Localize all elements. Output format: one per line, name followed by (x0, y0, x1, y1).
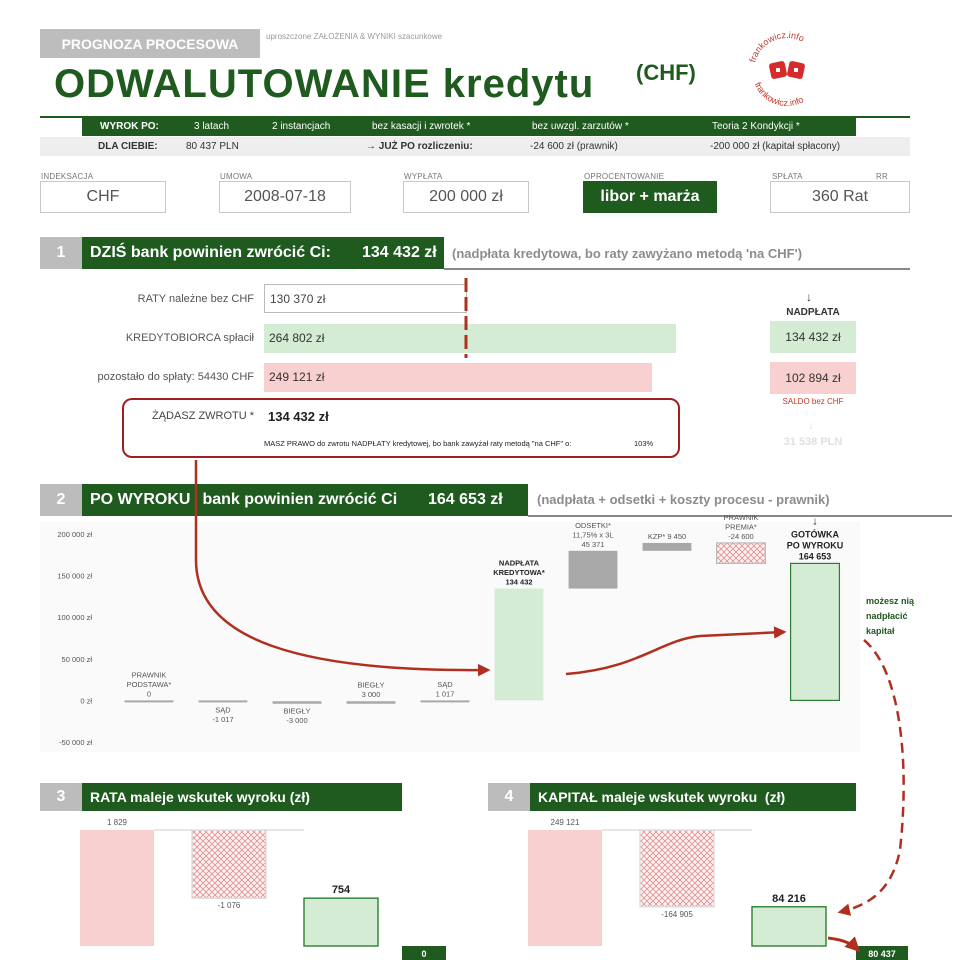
section3-title: RATA maleje wskutek wyroku (zł) (90, 789, 310, 805)
for-you-after-label: → JUŻ PO rozliczeniu: (366, 141, 473, 152)
verdict-item: 3 latach (194, 121, 230, 132)
bar-label: NADPŁATA (498, 558, 540, 568)
bar-label: PRAWNIK (723, 512, 759, 522)
bar-label: 164 653 (798, 551, 832, 562)
bar-label: KZP* 9 450 (647, 531, 687, 541)
bar-label: PODSTAWA* (126, 679, 172, 689)
for-you-amount: 80 437 PLN (186, 141, 239, 152)
verdict-label: WYROK PO: (100, 121, 159, 132)
param-label-rr: RR (876, 172, 888, 181)
down-arrow-icon: ↓ (806, 290, 812, 304)
bar-value-label: 1 829 (106, 818, 128, 827)
bar-label: BIEGŁY (283, 706, 311, 716)
param-repayment: 360 Rat (770, 181, 910, 213)
param-indexation: CHF (40, 181, 166, 213)
claim-label: ŻĄDASZ ZWROTU * (152, 410, 255, 422)
claim-note: MASZ PRAWO do zwrotu NADPŁATY kredytowej, bo bank zawyżał raty metodą "na CHF" o: (264, 439, 572, 448)
waterfall-bar (640, 830, 714, 907)
page-title-main: ODWALUTOWANIE kredytu (54, 62, 595, 106)
section2-title-rest: bank powinien zwrócić Ci (198, 491, 398, 508)
param-interest: libor + marża (583, 181, 717, 213)
section1-title-bar (82, 237, 444, 269)
side-note-line: nadpłacić (866, 611, 908, 621)
bar-label: -1 017 (212, 714, 234, 724)
bar-label: -24 600 (728, 531, 754, 541)
section2-note: (nadpłata + odsetki + koszty procesu - prawnik) (537, 492, 830, 507)
final-value-text: 80 437 (868, 949, 896, 959)
claim-box (122, 398, 680, 458)
side-note-line: możesz nią (866, 596, 915, 606)
bar-value: 130 370 zł (270, 292, 326, 306)
header-subtitle: uproszczone ZAŁOŻENIA & WYNIKI szacunkowe (266, 32, 443, 41)
section1-number: 1 (40, 237, 82, 269)
verdict-item: bez uwzgl. zarzutów * (532, 121, 629, 132)
verdict-row (82, 118, 856, 136)
waterfall-bar (752, 907, 826, 946)
bar-value-label: 84 216 (772, 892, 806, 905)
page-title-suffix: (CHF) (636, 60, 696, 85)
bar-value-label: 249 121 (550, 818, 580, 827)
faded-down-arrow-icon: ↓ (808, 418, 814, 432)
final-value-text: 0 (421, 949, 427, 959)
for-you-capital: -200 000 zł (kapitał spłacony) (710, 141, 841, 152)
section2-title-bold: PO WYROKU (90, 491, 191, 508)
verdict-item: 2 instancjach (272, 121, 331, 132)
param-contract-date: 2008-07-18 (219, 181, 351, 213)
waterfall-bar (199, 700, 248, 702)
bar-label: PRAWNIK (131, 670, 167, 680)
waterfall-bar (80, 830, 154, 946)
bar-label: pozostało do spłaty: 54430 CHF (97, 371, 254, 383)
logo-text-bottom: frankowicz.info (752, 80, 806, 109)
bar-borrower-paid (264, 324, 676, 353)
bar-label: 45 371 (581, 539, 605, 549)
section2-number: 2 (40, 484, 82, 516)
waterfall-bar (528, 830, 602, 946)
waterfall-bar (495, 589, 544, 701)
bar-label: GOTÓWKA (791, 529, 839, 540)
section3-title-bar (82, 783, 402, 811)
y-tick-label: 200 000 zł (57, 530, 92, 539)
param-label: INDEKSACJA (41, 172, 94, 181)
side-note (866, 594, 914, 639)
bar-label: SĄD (215, 705, 231, 715)
verdict-item: Teoria 2 Kondykcji * (712, 121, 800, 132)
bar-label: -3 000 (286, 716, 308, 726)
overpay-title: NADPŁATA (786, 307, 840, 318)
page-title (54, 62, 594, 107)
bar-value: 264 802 zł (269, 331, 325, 345)
bar-label: 1 017 (435, 689, 455, 699)
bar-label: PREMIA* (725, 522, 757, 532)
y-tick-label: 0 zł (80, 696, 92, 706)
waterfall-chart (40, 512, 860, 752)
waterfall-bar (304, 898, 378, 946)
bar-value-label: 754 (331, 884, 351, 897)
header-tag-text: PROGNOZA PROCESOWA (61, 35, 239, 52)
waterfall-bar (192, 830, 266, 898)
bar-value-label: -1 076 (217, 901, 241, 911)
bar-label: ODSETKI* (575, 520, 611, 530)
param-payout: 200 000 zł (403, 181, 529, 213)
waterfall-bar (643, 543, 692, 551)
logo-text-top: frankowicz.info (747, 29, 806, 64)
waterfall-bar (125, 700, 174, 702)
for-you-lawyer: -24 600 zł (prawnik) (530, 141, 618, 152)
waterfall-bar (791, 563, 840, 700)
bar-remaining (264, 363, 652, 392)
section1-title: DZIŚ bank powinien zwrócić Ci: (90, 244, 331, 261)
y-tick-label: 150 000 zł (57, 571, 92, 581)
section1-rule (444, 268, 910, 270)
rates-marker-line (463, 278, 469, 358)
bar-label: 0 (146, 689, 152, 699)
section4-number: 4 (488, 783, 530, 811)
logo-swiss-cross-icon (769, 61, 806, 80)
waterfall-bar (273, 701, 322, 703)
section4-title-bar (530, 783, 856, 811)
param-label: WYPŁATA (404, 172, 443, 181)
overpay-value: 134 432 zł (770, 321, 856, 353)
bar-label: 11,75% x 3L (572, 530, 614, 540)
section3-number: 3 (40, 783, 82, 811)
y-tick-label: 50 000 zł (61, 654, 92, 664)
claim-percent: 103% (634, 439, 654, 448)
bar-value: 249 121 zł (269, 370, 325, 384)
bar-value-label: -164 905 (661, 909, 693, 919)
y-tick-label: -50 000 zł (59, 738, 92, 747)
rate-waterfall-chart (50, 814, 450, 960)
section1-amount: 134 432 zł (362, 244, 437, 261)
section1-note: (nadpłata kredytowa, bo raty zawyżano metodą 'na CHF') (452, 246, 803, 261)
side-note-line: kapitał (866, 626, 895, 636)
verdict-item: bez kasacji i zwrotek * (372, 121, 471, 132)
bar-label: RATY należne bez CHF (137, 293, 254, 305)
bar-label: 134 432 (505, 577, 533, 587)
y-tick-label: 100 000 zł (57, 613, 92, 623)
down-arrow-icon: ↓ (812, 515, 818, 528)
section2-amount: 164 653 zł (428, 491, 503, 508)
waterfall-bar (717, 543, 766, 563)
bar-label: SĄD (437, 679, 453, 689)
bar-label: 3 000 (361, 690, 381, 700)
claim-value: 134 432 zł (268, 409, 329, 424)
header-tag (40, 29, 260, 58)
bar-label: PO WYROKU (786, 540, 844, 551)
section2-title-bar (82, 484, 528, 516)
faded-value: 31 538 PLN (783, 436, 843, 448)
waterfall-bar (569, 551, 618, 589)
section4-title: KAPITAŁ maleje wskutek wyroku (zł) (538, 789, 786, 805)
waterfall-bar (421, 700, 470, 702)
capital-waterfall-chart (500, 814, 920, 960)
waterfall-bar (347, 701, 396, 703)
saldo-label: SALDO bez CHF (782, 397, 844, 406)
param-label: SPŁATA (772, 172, 803, 181)
param-label: UMOWA (220, 172, 253, 181)
for-you-row (40, 137, 910, 156)
bar-rates-without-chf (264, 284, 467, 313)
saldo-value: 102 894 zł (770, 362, 856, 394)
bar-label: BIEGŁY (357, 680, 385, 690)
for-you-label: DLA CIEBIE: (98, 141, 158, 152)
frankowicz-logo (742, 26, 832, 116)
bar-label: KREDYTOWA* (493, 568, 545, 578)
param-label: OPROCENTOWANIE (584, 172, 665, 181)
bar-label: KREDYTOBIORCA spłacił (125, 332, 254, 344)
